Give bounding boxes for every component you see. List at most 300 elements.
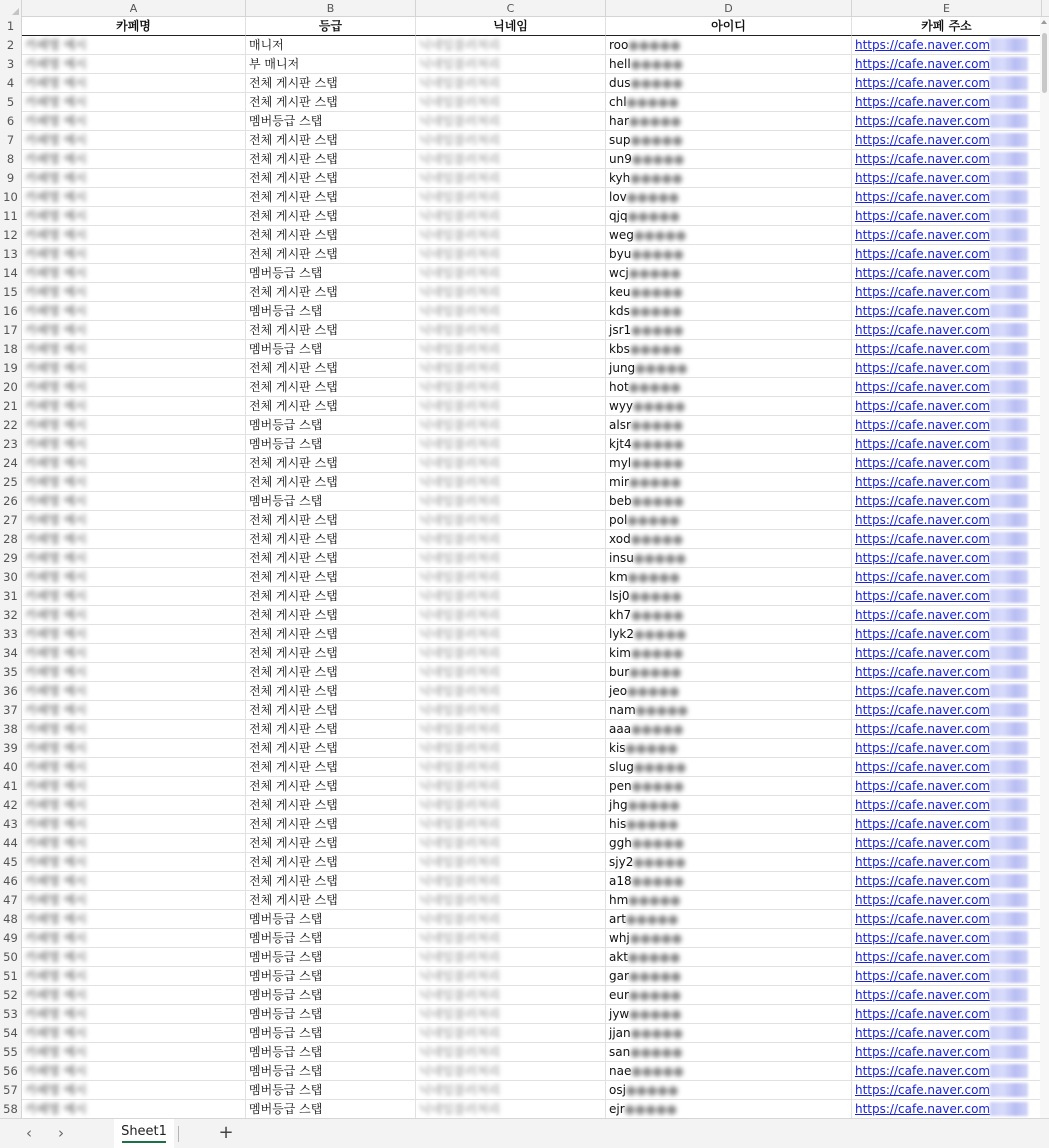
cell-grade[interactable]: 전체 게시판 스탭 — [246, 872, 416, 891]
cafe-url-link[interactable]: https://cafe.naver.com — [855, 437, 991, 451]
cell-nickname[interactable] — [416, 207, 606, 226]
cell-cafe-name[interactable] — [22, 264, 246, 283]
cell-cafe-url[interactable] — [852, 511, 1042, 530]
cell-grade[interactable]: 전체 게시판 스탭 — [246, 131, 416, 150]
cell-grade[interactable]: 전체 게시판 스탭 — [246, 397, 416, 416]
cell-cafe-name[interactable] — [22, 1005, 246, 1024]
cafe-url-link[interactable]: https://cafe.naver.com — [855, 665, 991, 679]
cafe-url-link[interactable]: https://cafe.naver.com — [855, 551, 991, 565]
cell-cafe-name[interactable] — [22, 55, 246, 74]
cell-cafe-url[interactable] — [852, 340, 1042, 359]
cell-user-id[interactable] — [606, 511, 852, 530]
cafe-url-link[interactable]: https://cafe.naver.com — [855, 1064, 991, 1078]
cell-cafe-name[interactable] — [22, 682, 246, 701]
cell-cafe-url[interactable] — [852, 663, 1042, 682]
cell-nickname[interactable] — [416, 606, 606, 625]
row-number[interactable]: 36 — [0, 682, 22, 701]
cell-user-id[interactable] — [606, 910, 852, 929]
cafe-url-link[interactable]: https://cafe.naver.com — [855, 152, 991, 166]
cafe-url-link[interactable]: https://cafe.naver.com — [855, 931, 991, 945]
cell-cafe-url[interactable] — [852, 530, 1042, 549]
cell-nickname[interactable] — [416, 74, 606, 93]
cell-cafe-url[interactable] — [852, 207, 1042, 226]
cell-grade[interactable]: 전체 게시판 스탭 — [246, 701, 416, 720]
cell-nickname[interactable] — [416, 169, 606, 188]
cell-nickname[interactable] — [416, 758, 606, 777]
cell-cafe-name[interactable] — [22, 492, 246, 511]
cell-nickname[interactable] — [416, 720, 606, 739]
cell-cafe-name[interactable] — [22, 853, 246, 872]
cell-cafe-url[interactable] — [852, 720, 1042, 739]
cell-cafe-url[interactable] — [852, 416, 1042, 435]
cell-nickname[interactable] — [416, 701, 606, 720]
vertical-scrollbar[interactable] — [1040, 17, 1049, 1118]
cafe-url-link[interactable]: https://cafe.naver.com — [855, 456, 991, 470]
cell-grade[interactable]: 멤버등급 스탭 — [246, 1043, 416, 1062]
cell-nickname[interactable] — [416, 986, 606, 1005]
cell-cafe-name[interactable] — [22, 283, 246, 302]
cafe-url-link[interactable]: https://cafe.naver.com — [855, 589, 991, 603]
cell-cafe-url[interactable] — [852, 112, 1042, 131]
cell-grade[interactable]: 전체 게시판 스탭 — [246, 644, 416, 663]
cell-cafe-name[interactable] — [22, 359, 246, 378]
cell-nickname[interactable] — [416, 682, 606, 701]
cell-user-id[interactable] — [606, 93, 852, 112]
cell-grade[interactable]: 멤버등급 스탭 — [246, 264, 416, 283]
cell-nickname[interactable] — [416, 891, 606, 910]
cell-user-id[interactable] — [606, 112, 852, 131]
cell-grade[interactable]: 멤버등급 스탭 — [246, 112, 416, 131]
cell-nickname[interactable] — [416, 796, 606, 815]
cell-cafe-url[interactable] — [852, 948, 1042, 967]
cell-user-id[interactable] — [606, 188, 852, 207]
cell-nickname[interactable] — [416, 815, 606, 834]
cell-cafe-url[interactable] — [852, 226, 1042, 245]
cafe-url-link[interactable]: https://cafe.naver.com — [855, 494, 991, 508]
header-cell-b[interactable]: 등급 — [246, 17, 416, 36]
cell-grade[interactable]: 멤버등급 스탭 — [246, 1100, 416, 1118]
row-number[interactable]: 56 — [0, 1062, 22, 1081]
cell-nickname[interactable] — [416, 948, 606, 967]
cell-user-id[interactable] — [606, 948, 852, 967]
cell-grade[interactable]: 멤버등급 스탭 — [246, 948, 416, 967]
cafe-url-link[interactable]: https://cafe.naver.com — [855, 1045, 991, 1059]
cell-user-id[interactable] — [606, 397, 852, 416]
row-number[interactable]: 27 — [0, 511, 22, 530]
cell-grade[interactable]: 전체 게시판 스탭 — [246, 530, 416, 549]
cell-user-id[interactable] — [606, 758, 852, 777]
cell-user-id[interactable] — [606, 929, 852, 948]
cell-grade[interactable]: 전체 게시판 스탭 — [246, 834, 416, 853]
cafe-url-link[interactable]: https://cafe.naver.com — [855, 57, 991, 71]
cell-grade[interactable]: 전체 게시판 스탭 — [246, 150, 416, 169]
cell-cafe-name[interactable] — [22, 1062, 246, 1081]
cafe-url-link[interactable]: https://cafe.naver.com — [855, 323, 991, 337]
cafe-url-link[interactable]: https://cafe.naver.com — [855, 76, 991, 90]
cell-cafe-name[interactable] — [22, 378, 246, 397]
row-number[interactable]: 32 — [0, 606, 22, 625]
cell-cafe-name[interactable] — [22, 910, 246, 929]
cafe-url-link[interactable]: https://cafe.naver.com — [855, 646, 991, 660]
cell-cafe-url[interactable] — [852, 549, 1042, 568]
cell-cafe-url[interactable] — [852, 1100, 1042, 1118]
cafe-url-link[interactable]: https://cafe.naver.com — [855, 399, 991, 413]
cell-user-id[interactable] — [606, 644, 852, 663]
cell-user-id[interactable] — [606, 549, 852, 568]
cell-nickname[interactable] — [416, 1100, 606, 1118]
cafe-url-link[interactable]: https://cafe.naver.com — [855, 950, 991, 964]
header-cell-e[interactable]: 카페 주소 — [852, 17, 1042, 36]
cell-cafe-url[interactable] — [852, 568, 1042, 587]
row-number[interactable]: 40 — [0, 758, 22, 777]
cell-cafe-name[interactable] — [22, 321, 246, 340]
cell-nickname[interactable] — [416, 454, 606, 473]
cell-user-id[interactable] — [606, 986, 852, 1005]
cell-grade[interactable]: 멤버등급 스탭 — [246, 986, 416, 1005]
cell-cafe-name[interactable] — [22, 568, 246, 587]
cell-cafe-url[interactable] — [852, 834, 1042, 853]
cell-user-id[interactable] — [606, 967, 852, 986]
row-number[interactable]: 9 — [0, 169, 22, 188]
row-number[interactable]: 2 — [0, 36, 22, 55]
chevron-left-icon[interactable]: ‹ — [26, 1124, 32, 1142]
row-number[interactable]: 49 — [0, 929, 22, 948]
cafe-url-link[interactable]: https://cafe.naver.com — [855, 38, 991, 52]
cafe-url-link[interactable]: https://cafe.naver.com — [855, 304, 991, 318]
header-cell-c[interactable]: 닉네임 — [416, 17, 606, 36]
cell-grade[interactable]: 멤버등급 스탭 — [246, 1081, 416, 1100]
cell-cafe-url[interactable] — [852, 74, 1042, 93]
row-number[interactable]: 6 — [0, 112, 22, 131]
row-number[interactable]: 47 — [0, 891, 22, 910]
cafe-url-link[interactable]: https://cafe.naver.com — [855, 798, 991, 812]
cell-nickname[interactable] — [416, 340, 606, 359]
cafe-url-link[interactable]: https://cafe.naver.com — [855, 855, 991, 869]
cafe-url-link[interactable]: https://cafe.naver.com — [855, 969, 991, 983]
select-all-corner[interactable] — [0, 0, 22, 17]
cell-grade[interactable]: 전체 게시판 스탭 — [246, 682, 416, 701]
cell-grade[interactable]: 전체 게시판 스탭 — [246, 245, 416, 264]
cell-cafe-name[interactable] — [22, 758, 246, 777]
cafe-url-link[interactable]: https://cafe.naver.com — [855, 513, 991, 527]
cell-nickname[interactable] — [416, 93, 606, 112]
cell-cafe-url[interactable] — [852, 492, 1042, 511]
cell-cafe-url[interactable] — [852, 986, 1042, 1005]
cell-user-id[interactable] — [606, 1100, 852, 1118]
cell-cafe-url[interactable] — [852, 891, 1042, 910]
cell-nickname[interactable] — [416, 549, 606, 568]
cell-grade[interactable]: 전체 게시판 스탭 — [246, 606, 416, 625]
row-number[interactable]: 26 — [0, 492, 22, 511]
cell-user-id[interactable] — [606, 587, 852, 606]
cell-cafe-url[interactable] — [852, 967, 1042, 986]
cafe-url-link[interactable]: https://cafe.naver.com — [855, 817, 991, 831]
cell-user-id[interactable] — [606, 777, 852, 796]
cell-cafe-name[interactable] — [22, 986, 246, 1005]
cafe-url-link[interactable]: https://cafe.naver.com — [855, 380, 991, 394]
cell-nickname[interactable] — [416, 112, 606, 131]
cell-cafe-url[interactable] — [852, 910, 1042, 929]
row-number[interactable]: 29 — [0, 549, 22, 568]
row-number[interactable]: 44 — [0, 834, 22, 853]
header-cell-d[interactable]: 아이디 — [606, 17, 852, 36]
cell-nickname[interactable] — [416, 397, 606, 416]
row-number[interactable]: 14 — [0, 264, 22, 283]
cell-nickname[interactable] — [416, 226, 606, 245]
cell-user-id[interactable] — [606, 378, 852, 397]
cell-grade[interactable]: 전체 게시판 스탭 — [246, 454, 416, 473]
cell-user-id[interactable] — [606, 606, 852, 625]
cafe-url-link[interactable]: https://cafe.naver.com — [855, 1102, 991, 1116]
cell-grade[interactable]: 멤버등급 스탭 — [246, 967, 416, 986]
cell-nickname[interactable] — [416, 131, 606, 150]
cell-grade[interactable]: 전체 게시판 스탭 — [246, 568, 416, 587]
cell-grade[interactable]: 멤버등급 스탭 — [246, 435, 416, 454]
row-number[interactable]: 31 — [0, 587, 22, 606]
cell-cafe-url[interactable] — [852, 644, 1042, 663]
cell-cafe-name[interactable] — [22, 511, 246, 530]
row-number[interactable]: 25 — [0, 473, 22, 492]
row-number[interactable]: 28 — [0, 530, 22, 549]
cell-cafe-name[interactable] — [22, 1081, 246, 1100]
cell-cafe-name[interactable] — [22, 777, 246, 796]
cell-nickname[interactable] — [416, 1024, 606, 1043]
cell-grade[interactable]: 부 매니저 — [246, 55, 416, 74]
cafe-url-link[interactable]: https://cafe.naver.com — [855, 361, 991, 375]
cell-cafe-name[interactable] — [22, 340, 246, 359]
cell-user-id[interactable] — [606, 834, 852, 853]
cafe-url-link[interactable]: https://cafe.naver.com — [855, 988, 991, 1002]
cafe-url-link[interactable]: https://cafe.naver.com — [855, 1007, 991, 1021]
cell-cafe-url[interactable] — [852, 606, 1042, 625]
cell-nickname[interactable] — [416, 853, 606, 872]
cell-cafe-name[interactable] — [22, 150, 246, 169]
cell-nickname[interactable] — [416, 359, 606, 378]
cell-cafe-url[interactable] — [852, 321, 1042, 340]
cell-cafe-name[interactable] — [22, 169, 246, 188]
cell-cafe-url[interactable] — [852, 625, 1042, 644]
row-number[interactable]: 21 — [0, 397, 22, 416]
row-number[interactable]: 55 — [0, 1043, 22, 1062]
cell-cafe-name[interactable] — [22, 606, 246, 625]
cell-cafe-url[interactable] — [852, 1043, 1042, 1062]
cell-cafe-name[interactable] — [22, 302, 246, 321]
cafe-url-link[interactable]: https://cafe.naver.com — [855, 874, 991, 888]
cell-grade[interactable]: 전체 게시판 스탭 — [246, 74, 416, 93]
sheet-tab-sheet1[interactable] — [114, 1119, 174, 1148]
cell-grade[interactable]: 멤버등급 스탭 — [246, 1005, 416, 1024]
cell-user-id[interactable] — [606, 359, 852, 378]
cell-cafe-name[interactable] — [22, 1024, 246, 1043]
cell-grade[interactable]: 매니저 — [246, 36, 416, 55]
cafe-url-link[interactable]: https://cafe.naver.com — [855, 608, 991, 622]
column-letter-a[interactable]: A — [22, 0, 246, 17]
cell-cafe-url[interactable] — [852, 378, 1042, 397]
cell-user-id[interactable] — [606, 1081, 852, 1100]
cell-user-id[interactable] — [606, 701, 852, 720]
cell-cafe-url[interactable] — [852, 131, 1042, 150]
cell-cafe-name[interactable] — [22, 644, 246, 663]
cell-grade[interactable]: 전체 게시판 스탭 — [246, 796, 416, 815]
row-number[interactable]: 33 — [0, 625, 22, 644]
cell-user-id[interactable] — [606, 739, 852, 758]
cell-cafe-name[interactable] — [22, 188, 246, 207]
cafe-url-link[interactable]: https://cafe.naver.com — [855, 247, 991, 261]
cell-user-id[interactable] — [606, 473, 852, 492]
row-number[interactable]: 12 — [0, 226, 22, 245]
cell-user-id[interactable] — [606, 530, 852, 549]
cafe-url-link[interactable]: https://cafe.naver.com — [855, 703, 991, 717]
cell-cafe-url[interactable] — [852, 682, 1042, 701]
column-letter-b[interactable]: B — [246, 0, 416, 17]
cell-cafe-url[interactable] — [852, 701, 1042, 720]
cell-cafe-name[interactable] — [22, 549, 246, 568]
chevron-right-icon[interactable]: › — [58, 1124, 64, 1142]
cafe-url-link[interactable]: https://cafe.naver.com — [855, 893, 991, 907]
row-number[interactable]: 51 — [0, 967, 22, 986]
cell-nickname[interactable] — [416, 150, 606, 169]
row-number[interactable]: 8 — [0, 150, 22, 169]
cell-cafe-name[interactable] — [22, 530, 246, 549]
cell-cafe-name[interactable] — [22, 74, 246, 93]
cell-cafe-name[interactable] — [22, 891, 246, 910]
cell-cafe-name[interactable] — [22, 473, 246, 492]
cafe-url-link[interactable]: https://cafe.naver.com — [855, 114, 991, 128]
cell-nickname[interactable] — [416, 777, 606, 796]
row-number[interactable]: 1 — [0, 17, 22, 36]
cell-grade[interactable]: 전체 게시판 스탭 — [246, 283, 416, 302]
cell-user-id[interactable] — [606, 720, 852, 739]
cell-user-id[interactable] — [606, 663, 852, 682]
cell-cafe-url[interactable] — [852, 473, 1042, 492]
cell-user-id[interactable] — [606, 1062, 852, 1081]
row-number[interactable]: 34 — [0, 644, 22, 663]
cell-grade[interactable]: 전체 게시판 스탭 — [246, 720, 416, 739]
column-letter-c[interactable]: C — [416, 0, 606, 17]
cell-cafe-url[interactable] — [852, 1024, 1042, 1043]
cafe-url-link[interactable]: https://cafe.naver.com — [855, 912, 991, 926]
cell-user-id[interactable] — [606, 321, 852, 340]
cell-nickname[interactable] — [416, 625, 606, 644]
cafe-url-link[interactable]: https://cafe.naver.com — [855, 779, 991, 793]
row-number[interactable]: 45 — [0, 853, 22, 872]
row-number[interactable]: 4 — [0, 74, 22, 93]
cell-cafe-name[interactable] — [22, 815, 246, 834]
cell-cafe-name[interactable] — [22, 739, 246, 758]
cell-nickname[interactable] — [416, 416, 606, 435]
cell-cafe-name[interactable] — [22, 226, 246, 245]
cell-nickname[interactable] — [416, 663, 606, 682]
cell-grade[interactable]: 전체 게시판 스탭 — [246, 207, 416, 226]
cell-cafe-name[interactable] — [22, 1100, 246, 1118]
cell-cafe-url[interactable] — [852, 55, 1042, 74]
cell-nickname[interactable] — [416, 302, 606, 321]
cafe-url-link[interactable]: https://cafe.naver.com — [855, 1083, 991, 1097]
row-number[interactable]: 11 — [0, 207, 22, 226]
cell-user-id[interactable] — [606, 36, 852, 55]
cell-user-id[interactable] — [606, 454, 852, 473]
cell-cafe-url[interactable] — [852, 302, 1042, 321]
cell-user-id[interactable] — [606, 226, 852, 245]
cell-grade[interactable]: 전체 게시판 스탭 — [246, 378, 416, 397]
row-number[interactable]: 53 — [0, 1005, 22, 1024]
cell-nickname[interactable] — [416, 511, 606, 530]
cell-grade[interactable]: 전체 게시판 스탭 — [246, 625, 416, 644]
cafe-url-link[interactable]: https://cafe.naver.com — [855, 209, 991, 223]
cell-cafe-name[interactable] — [22, 587, 246, 606]
cell-user-id[interactable] — [606, 853, 852, 872]
row-number[interactable]: 42 — [0, 796, 22, 815]
cell-user-id[interactable] — [606, 1005, 852, 1024]
cafe-url-link[interactable]: https://cafe.naver.com — [855, 684, 991, 698]
cell-grade[interactable]: 전체 게시판 스탭 — [246, 321, 416, 340]
cell-nickname[interactable] — [416, 264, 606, 283]
cell-user-id[interactable] — [606, 416, 852, 435]
cell-nickname[interactable] — [416, 36, 606, 55]
cell-cafe-name[interactable] — [22, 929, 246, 948]
cafe-url-link[interactable]: https://cafe.naver.com — [855, 171, 991, 185]
row-number[interactable]: 22 — [0, 416, 22, 435]
cell-cafe-name[interactable] — [22, 720, 246, 739]
row-number[interactable]: 39 — [0, 739, 22, 758]
cell-cafe-name[interactable] — [22, 625, 246, 644]
cafe-url-link[interactable]: https://cafe.naver.com — [855, 133, 991, 147]
row-number[interactable]: 17 — [0, 321, 22, 340]
cell-cafe-url[interactable] — [852, 758, 1042, 777]
cell-cafe-url[interactable] — [852, 169, 1042, 188]
cell-user-id[interactable] — [606, 207, 852, 226]
cell-cafe-name[interactable] — [22, 872, 246, 891]
cell-nickname[interactable] — [416, 872, 606, 891]
plus-icon[interactable]: + — [218, 1122, 234, 1143]
cell-cafe-name[interactable] — [22, 967, 246, 986]
row-number[interactable]: 50 — [0, 948, 22, 967]
row-number[interactable]: 52 — [0, 986, 22, 1005]
cell-cafe-name[interactable] — [22, 834, 246, 853]
row-number[interactable]: 54 — [0, 1024, 22, 1043]
cell-user-id[interactable] — [606, 1024, 852, 1043]
row-number[interactable]: 37 — [0, 701, 22, 720]
cafe-url-link[interactable]: https://cafe.naver.com — [855, 836, 991, 850]
cell-nickname[interactable] — [416, 321, 606, 340]
cell-cafe-url[interactable] — [852, 397, 1042, 416]
cafe-url-link[interactable]: https://cafe.naver.com — [855, 95, 991, 109]
cell-nickname[interactable] — [416, 910, 606, 929]
cell-cafe-url[interactable] — [852, 777, 1042, 796]
row-number[interactable]: 19 — [0, 359, 22, 378]
cell-nickname[interactable] — [416, 834, 606, 853]
row-number[interactable]: 5 — [0, 93, 22, 112]
cell-cafe-url[interactable] — [852, 853, 1042, 872]
cell-nickname[interactable] — [416, 587, 606, 606]
cell-nickname[interactable] — [416, 644, 606, 663]
row-number[interactable]: 18 — [0, 340, 22, 359]
cell-nickname[interactable] — [416, 435, 606, 454]
row-number[interactable]: 23 — [0, 435, 22, 454]
cell-cafe-name[interactable] — [22, 245, 246, 264]
cell-grade[interactable]: 전체 게시판 스탭 — [246, 739, 416, 758]
cafe-url-link[interactable]: https://cafe.naver.com — [855, 475, 991, 489]
cell-cafe-name[interactable] — [22, 948, 246, 967]
cell-nickname[interactable] — [416, 245, 606, 264]
cell-cafe-url[interactable] — [852, 815, 1042, 834]
cell-cafe-url[interactable] — [852, 188, 1042, 207]
row-number[interactable]: 30 — [0, 568, 22, 587]
cell-cafe-url[interactable] — [852, 796, 1042, 815]
cell-user-id[interactable] — [606, 815, 852, 834]
cell-cafe-url[interactable] — [852, 587, 1042, 606]
row-number[interactable]: 15 — [0, 283, 22, 302]
